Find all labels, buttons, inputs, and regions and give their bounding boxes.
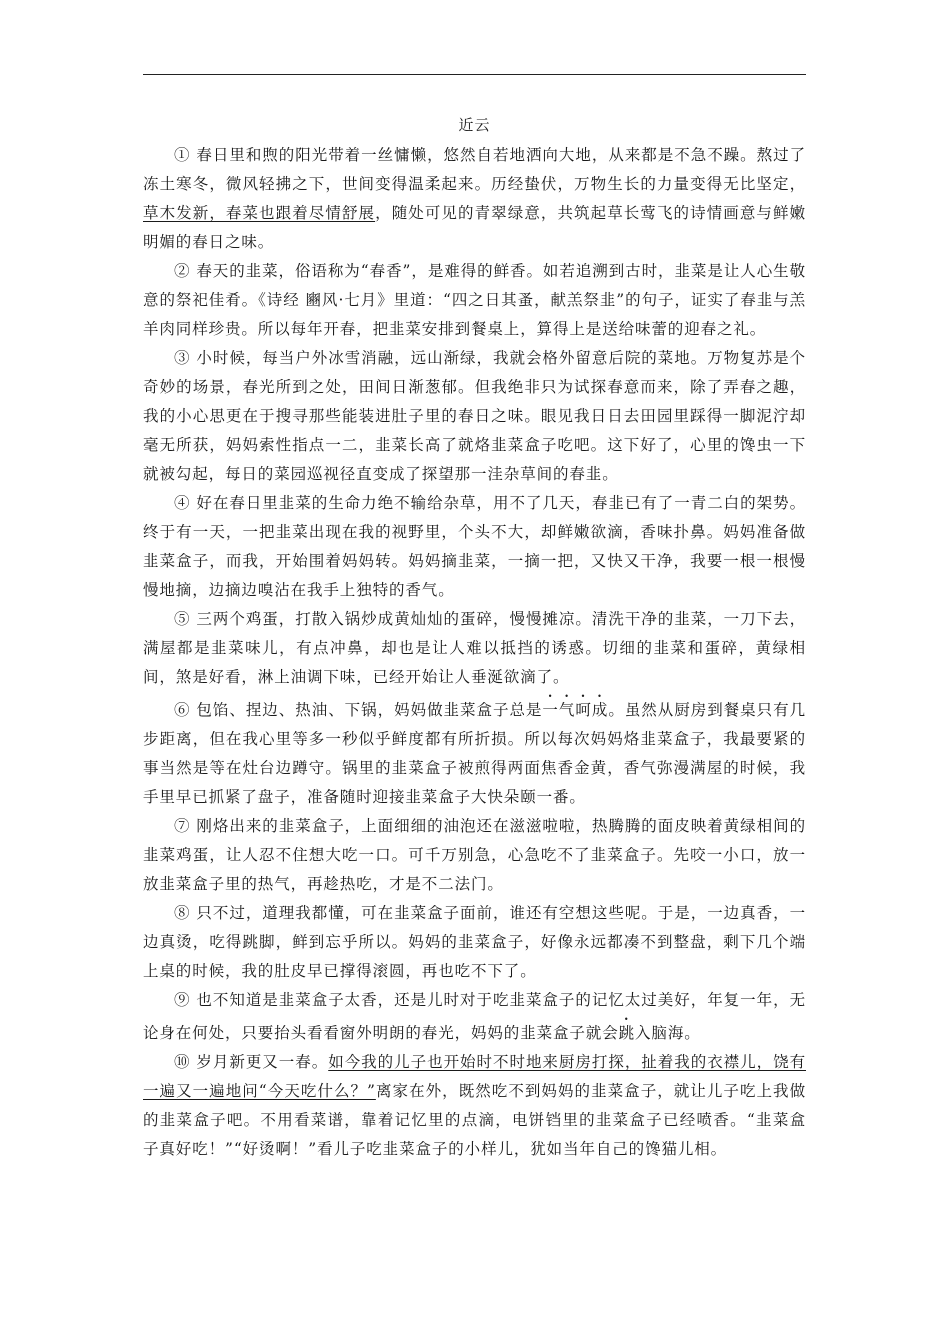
text-segment: ③ 小时候，每当户外冰雪消融，远山渐绿，我就会格外留意后院的菜地。万物复苏是个奇妙的场景，春光所到之处，田间日渐葱郁。但我绝非只为试探春意而来，除了弄春之趣，我的小心思更在于搜寻那些能装进肚子里的春日之味。眼见我日日去田园里踩得一脚泥泞却毫无所获，妈妈索性指点一二，韭菜长高了就烙韭菜盒子吃吧。这下好了，心里的馋虫一下就被勾起，每日的菜园巡视径直变成了探望那一洼杂草间的春韭。 [143, 349, 806, 483]
paragraph-5 [143, 605, 806, 692]
text-segment: ① 春日里和煦的阳光带着一丝慵懒，悠然自若地洒向大地，从来都是不急不躁。熬过了冻土寒冬，微风轻拂之下，世间变得温柔起来。历经蛰伏，万物生长的力量变得无比坚定， [143, 146, 806, 193]
text-segment: ⑦ 刚烙出来的韭菜盒子，上面细细的油泡还在滋滋啦啦，热腾腾的面皮映着黄绿相间的韭菜鸡蛋，让人忍不住想大吃一口。可千万别急，心急吃不了韭菜盒子。先咬一小口，放一放韭菜盒子里的热气，再趁热吃，才是不二法门。 [143, 817, 806, 893]
text-segment: ② 春天的韭菜，俗语称为“春香”，是难得的鲜香。如若追溯到古时，韭菜是让人心生敬意的祭祀佳肴。《诗经 豳风·七月》里道：“四之日其蚤，献羔祭韭”的句子，证实了春韭与羔羊肉同样珍贵。所以每年开春，把韭菜安排到餐桌上，算得上是送给味蕾的迎春之礼。 [143, 262, 806, 338]
document-body [143, 141, 806, 1164]
emphasized-phrase: 一气呵成 [542, 701, 609, 719]
paragraph-7 [143, 812, 806, 899]
text-segment: 离家在外，既然吃不到妈妈的韭菜盒子，就让儿子吃上我做的韭菜盒子吧。不用看菜谱，靠着记忆里的点滴，电饼铛里的韭菜盒子已经喷香。“韭菜盒子真好吃！”“好烫啊！”看儿子吃韭菜盒子的小样儿，犹如当年自己的馋猫儿相。 [143, 1082, 806, 1158]
text-segment: ⑨ 也不知道是韭菜盒子太香，还是儿时对于吃韭菜盒子的记忆太过美好，年复一年，无论身在何处，只要抬头看看窗外明朗的春光，妈妈的韭菜盒子就会 [143, 991, 806, 1042]
paragraph-1 [143, 141, 806, 257]
paragraph-2 [143, 257, 806, 344]
text-segment: ⑩ 岁月新更又一春。 [174, 1053, 329, 1071]
paragraph-10 [143, 1048, 806, 1164]
text-segment: ⑥ 包馅、捏边、热油、下锅，妈妈做韭菜盒子总是 [174, 701, 543, 719]
paragraph-6 [143, 692, 806, 812]
text-segment: ④ 好在春日里韭菜的生命力绝不输给杂草，用不了几天，春韭已有了一青二白的架势。终于有一天，一把韭菜出现在我的视野里，个头不大，却鲜嫩欲滴，香味扑鼻。妈妈准备做韭菜盒子，而我，开始围着妈妈转。妈妈摘韭菜，一摘一把，又快又干净，我要一根一根慢慢地摘，边摘边嗅沾在我手上独特的香气。 [143, 494, 806, 599]
text-segment: ，随处可见的青翠绿意，共筑起草长莺飞的诗情画意与鲜嫩明媚的春日之味。 [143, 204, 806, 251]
paragraph-9 [143, 986, 806, 1048]
underlined-phrase: 草木发新，春菜也跟着尽情舒展 [143, 204, 376, 222]
paragraph-4 [143, 489, 806, 605]
underlined-phrase: 如今我的儿子也开始时不时地来厨房打探，扯着我的衣襟儿，饶有一遍又一遍地问“今天吃什么？” [143, 1053, 806, 1100]
paragraph-8 [143, 899, 806, 986]
text-segment: ⑧ 只不过，道理我都懂，可在韭菜盒子面前，谁还有空想这些呢。于是，一边真香，一边真烫，吃得跳脚，鲜到忘乎所以。妈妈的韭菜盒子，好像永远都凑不到整盘，剩下几个端上桌的时候，我的肚皮早已撑得滚圆，再也吃不下了。 [143, 904, 806, 980]
emphasized-phrase: 跳 [618, 1024, 636, 1042]
header-rule [143, 74, 806, 75]
text-segment: 入脑海。 [635, 1024, 701, 1042]
text-segment: ⑤ 三两个鸡蛋，打散入锅炒成黄灿灿的蛋碎，慢慢摊凉。清洗干净的韭菜，一刀下去，满屋都是韭菜味儿，有点冲鼻，却也是让人难以抵挡的诱惑。切细的韭菜和蛋碎，黄绿相间，煞是好看，淋上油调下味，已经开始让人垂涎欲滴了。 [143, 610, 806, 686]
text-segment: 。虽然从厨房到餐桌只有几步距离，但在我心里等多一秒似乎鲜度都有所折损。所以每次妈妈烙韭菜盒子，我最要紧的事当然是等在灶台边蹲守。锅里的韭菜盒子被煎得两面焦香金黄，香气弥漫满屋的时候，我手里早已抓紧了盘子，准备随时迎接韭菜盒子大快朵颐一番。 [143, 701, 806, 806]
document-title: 近云 [458, 116, 491, 134]
paragraph-3 [143, 344, 806, 489]
